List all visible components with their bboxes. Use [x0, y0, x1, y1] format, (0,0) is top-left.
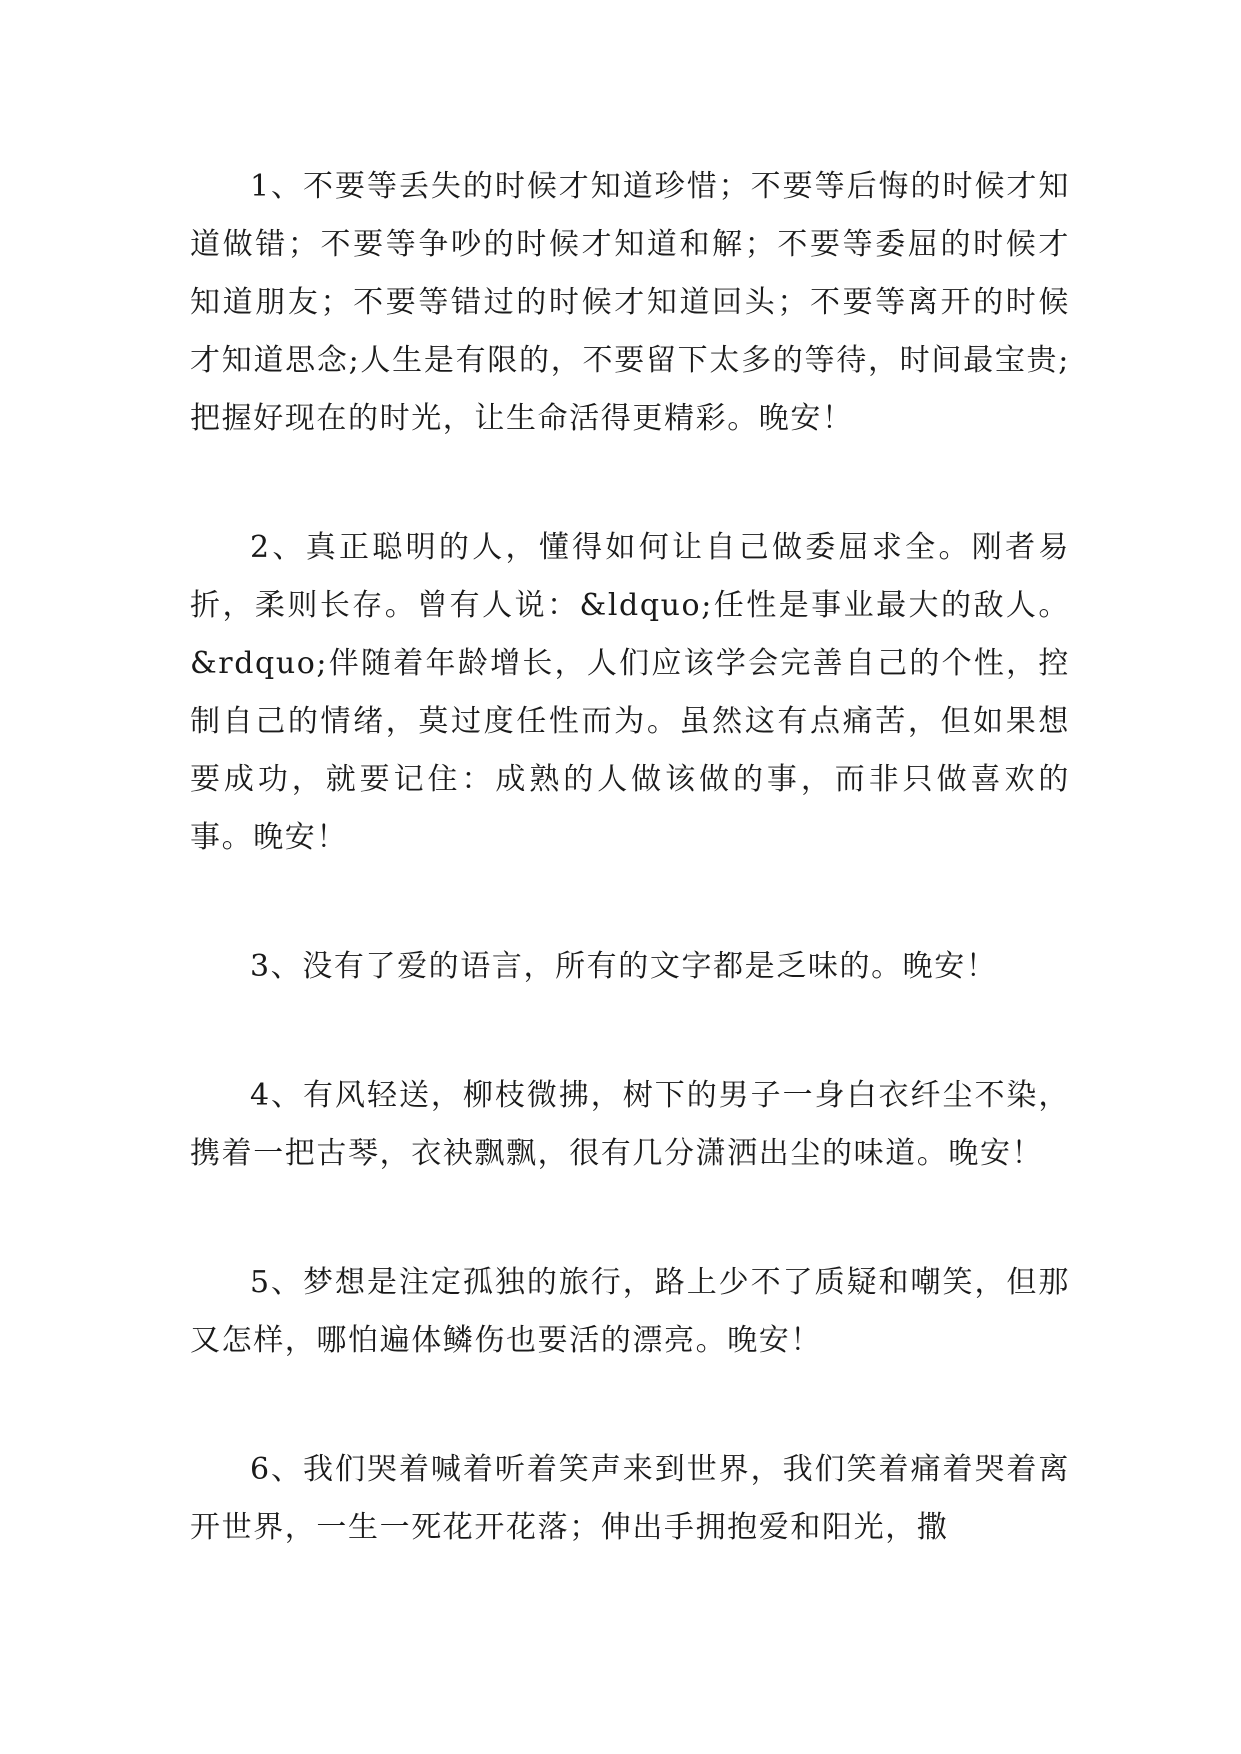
paragraph-6: 6、我们哭着喊着听着笑声来到世界，我们笑着痛着哭着离开世界，一生一死花开花落；伸出手拥抱爱和阳光，撒 — [190, 1452, 1070, 1545]
paragraph-1: 1、不要等丢失的时候才知道珍惜；不要等后悔的时候才知道做错；不要等争吵的时候才知道和解；不要等委屈的时候才知道朋友；不要等错过的时候才知道回头；不要等离开的时候才知道思念;人生是有限的，不要留下太多的等待，时间最宝贵;把握好现在的时光，让生命活得更精彩。晚安！ — [190, 169, 1070, 436]
paragraph-2: 2、真正聪明的人，懂得如何让自己做委屈求全。刚者易折，柔则长存。曾有人说：&ldquo;任性是事业最大的敌人。&rdquo;伴随着年龄增长，人们应该学会完善自己的个性，控制自己的情绪，莫过度任性而为。虽然这有点痛苦，但如果想要成功，就要记住：成熟的人做该做的事，而非只做喜欢的事。晚安！ — [190, 530, 1070, 855]
document-body — [190, 158, 1070, 1628]
paragraph-4: 4、有风轻送，柳枝微拂，树下的男子一身白衣纤尘不染，携着一把古琴，衣袂飘飘，很有几分潇洒出尘的味道。晚安！ — [190, 1078, 1070, 1171]
paragraph-3: 3、没有了爱的语言，所有的文字都是乏味的。晚安！ — [250, 949, 998, 984]
paragraph-5: 5、梦想是注定孤独的旅行，路上少不了质疑和嘲笑，但那又怎样，哪怕遍体鳞伤也要活的漂亮。晚安！ — [190, 1265, 1070, 1358]
